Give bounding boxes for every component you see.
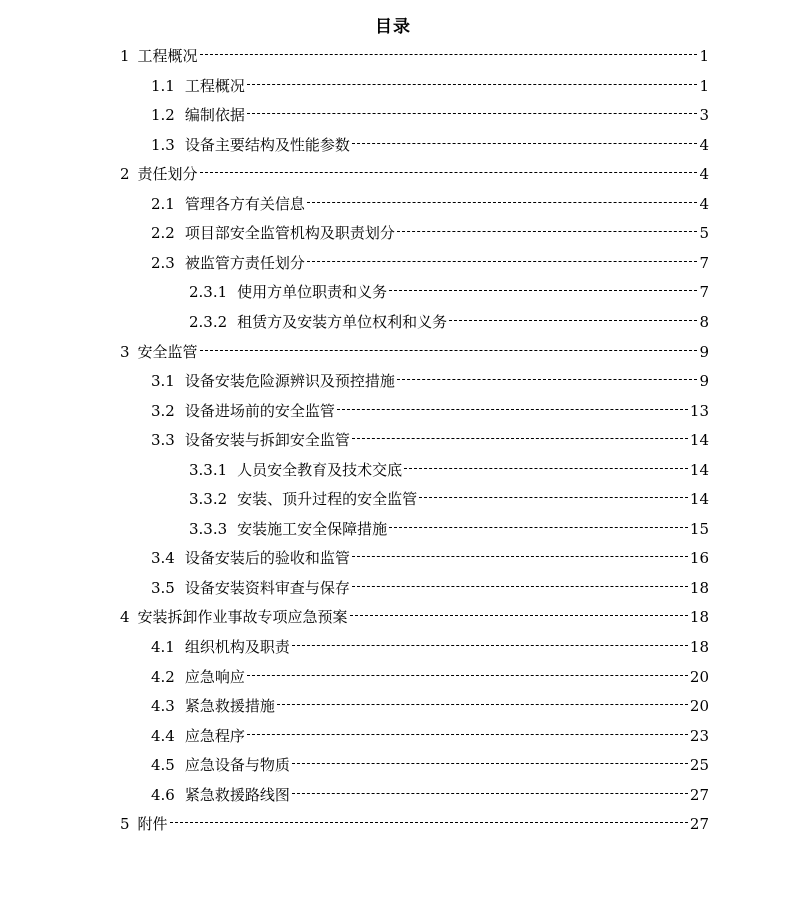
toc-entry-title: 编制依据 <box>184 106 245 125</box>
toc-entry-number: 4.5 <box>151 756 175 775</box>
toc-entry-page-number: 8 <box>699 312 709 331</box>
dot-leader <box>170 822 688 823</box>
toc-entry-number: 3.3.1 <box>189 460 228 479</box>
toc-entry-title: 项目部安全监管机构及职责划分 <box>184 224 395 243</box>
toc-entry-page-number: 16 <box>689 549 709 568</box>
toc-entry-number: 4.1 <box>151 638 175 656</box>
toc-entry-title: 人员安全教育及技术交底 <box>237 460 403 479</box>
toc-entry-page-number: 14 <box>689 460 709 479</box>
toc-entry-page-number: 9 <box>699 372 709 391</box>
toc-entry[interactable] <box>120 45 709 67</box>
toc-entry[interactable] <box>120 606 709 628</box>
dot-leader <box>352 586 688 587</box>
toc-entry-page-number: 25 <box>689 756 709 775</box>
toc-entry-page-number: 18 <box>689 608 709 627</box>
toc-entry-page-number: 14 <box>689 431 709 450</box>
toc-entry-title: 设备安装与拆卸安全监管 <box>184 431 350 450</box>
toc-entry-title: 安装拆卸作业事故专项应急预案 <box>137 608 348 627</box>
toc-entry-number: 5 <box>120 815 130 834</box>
toc-entry-page-number: 15 <box>689 519 709 538</box>
dot-leader <box>337 409 688 410</box>
toc-entry-title: 安装、顶升过程的安全监管 <box>237 490 418 509</box>
toc-entry-title: 安装施工安全保障措施 <box>237 519 388 538</box>
dot-leader <box>307 261 698 262</box>
toc-entry[interactable] <box>151 75 709 97</box>
toc-entry-page-number: 13 <box>689 401 709 420</box>
dot-leader <box>307 202 698 203</box>
toc-entry-number: 4 <box>120 608 130 627</box>
toc-entry-title: 紧急救援措施 <box>184 697 275 716</box>
page-title: 目录 <box>375 17 411 37</box>
toc-entry[interactable] <box>151 577 709 599</box>
toc-entry-title: 工程概况 <box>184 76 245 95</box>
toc-entry[interactable] <box>189 281 709 303</box>
toc-entry-page-number: 14 <box>689 490 709 509</box>
toc-entry-number: 2.2 <box>151 224 175 243</box>
toc-entry-page-number: 5 <box>699 224 709 243</box>
toc-entry-title: 设备安装后的验收和监管 <box>184 549 350 568</box>
toc-entry[interactable] <box>189 488 709 510</box>
toc-entry-title: 设备主要结构及性能参数 <box>184 135 350 154</box>
toc-entry[interactable] <box>151 400 709 422</box>
toc-entry[interactable] <box>151 547 709 569</box>
toc-entry[interactable] <box>151 429 709 451</box>
toc-entry-title: 应急响应 <box>184 667 245 686</box>
toc-entry-page-number: 1 <box>699 47 709 65</box>
dot-leader <box>292 645 688 646</box>
dot-leader <box>247 675 688 676</box>
toc-entry-title: 工程概况 <box>137 47 198 65</box>
toc-entry-page-number: 18 <box>689 578 709 597</box>
dot-leader <box>247 113 698 114</box>
toc-entry-number: 2.3.1 <box>189 283 228 302</box>
toc-entry-number: 1 <box>120 47 130 65</box>
toc-entry-number: 1.1 <box>151 76 175 95</box>
toc-entry-number: 3.2 <box>151 401 175 420</box>
toc-entry-page-number: 4 <box>699 194 709 213</box>
toc-entry-number: 2.3 <box>151 253 175 272</box>
dot-leader <box>200 172 698 173</box>
toc-entry-title: 应急设备与物质 <box>184 756 290 775</box>
toc-entry-title: 被监管方责任划分 <box>184 253 305 272</box>
toc-entry-number: 3.3.3 <box>189 519 228 538</box>
toc-entry-number: 4.3 <box>151 697 175 716</box>
toc-entry-page-number: 27 <box>689 815 709 834</box>
dot-leader <box>449 320 697 321</box>
dot-leader <box>397 231 698 232</box>
dot-leader <box>247 84 698 85</box>
toc-entry-number: 3.3.2 <box>189 490 228 509</box>
toc-entry-number: 1.2 <box>151 106 175 125</box>
toc-entry-number: 4.2 <box>151 667 175 686</box>
dot-leader <box>292 793 688 794</box>
toc-entry-page-number: 4 <box>699 165 709 184</box>
dot-leader <box>352 556 688 557</box>
toc-entry-number: 4.4 <box>151 726 175 745</box>
toc-entry-title: 责任划分 <box>137 165 198 184</box>
dot-leader <box>200 54 698 55</box>
toc-entry-title: 使用方单位职责和义务 <box>237 283 388 302</box>
toc-entry[interactable] <box>151 370 709 392</box>
dot-leader <box>352 438 688 439</box>
toc-entry-title: 设备进场前的安全监管 <box>184 401 335 420</box>
toc-entry-title: 附件 <box>137 815 168 834</box>
toc-entry-number: 1.3 <box>151 135 175 154</box>
toc-entry[interactable] <box>151 104 709 126</box>
toc-entry-number: 3.3 <box>151 431 175 450</box>
toc-entry-title: 紧急救援路线图 <box>184 785 290 804</box>
toc-entry-number: 2.1 <box>151 194 175 213</box>
toc-entry-number: 3 <box>120 342 130 361</box>
toc-entry[interactable] <box>151 252 709 274</box>
toc-entry-number: 3.4 <box>151 549 175 568</box>
toc-entry-title: 安全监管 <box>137 342 198 361</box>
toc-entry-title: 管理各方有关信息 <box>184 194 305 213</box>
dot-leader <box>200 350 698 351</box>
toc-entry-page-number: 20 <box>689 697 709 716</box>
toc-entry[interactable] <box>151 784 709 806</box>
toc-entry-page-number: 4 <box>699 135 709 154</box>
toc-entry-page-number: 9 <box>699 342 709 361</box>
dot-leader <box>352 143 698 144</box>
toc-entry[interactable] <box>189 311 709 333</box>
toc-entry-number: 2 <box>120 165 130 184</box>
toc-entry[interactable] <box>151 193 709 215</box>
toc-entry[interactable] <box>120 813 709 835</box>
toc-entry-title: 设备安装危险源辨识及预控措施 <box>184 372 395 391</box>
toc-entry[interactable] <box>120 163 709 185</box>
toc-entry-title: 设备安装资料审查与保存 <box>184 578 350 597</box>
toc-entry-page-number: 7 <box>699 253 709 272</box>
dot-leader <box>419 497 688 498</box>
toc-entry[interactable] <box>151 695 709 717</box>
toc-entry[interactable] <box>151 636 709 658</box>
toc-entry[interactable] <box>151 222 709 244</box>
toc-entry-page-number: 3 <box>699 106 709 125</box>
toc-entry-number: 3.1 <box>151 372 175 391</box>
dot-leader <box>389 527 688 528</box>
toc-entry-title: 组织机构及职责 <box>184 638 290 656</box>
toc-entry-number: 2.3.2 <box>189 312 228 331</box>
toc-entry-page-number: 20 <box>689 667 709 686</box>
dot-leader <box>404 468 688 469</box>
dot-leader <box>292 763 688 764</box>
toc-entry[interactable] <box>189 459 709 481</box>
dot-leader <box>350 615 688 616</box>
dot-leader <box>247 734 688 735</box>
toc-entry-page-number: 18 <box>689 638 709 656</box>
toc-entry-title: 应急程序 <box>184 726 245 745</box>
toc-entry-page-number: 7 <box>699 283 709 302</box>
toc-entry-title: 租赁方及安装方单位权利和义务 <box>237 312 448 331</box>
dot-leader <box>389 290 697 291</box>
toc-entry-page-number: 1 <box>699 76 709 95</box>
toc-entry-page-number: 23 <box>689 726 709 745</box>
toc-entry[interactable] <box>151 725 709 747</box>
dot-leader <box>277 704 688 705</box>
toc-entry[interactable] <box>151 666 709 688</box>
toc-entry[interactable] <box>151 134 709 156</box>
toc-entry[interactable] <box>151 754 709 776</box>
toc-entry[interactable] <box>189 518 709 540</box>
dot-leader <box>397 379 698 380</box>
toc-entry[interactable] <box>120 341 709 363</box>
toc-entry-page-number: 27 <box>689 785 709 804</box>
toc-entry-number: 4.6 <box>151 785 175 804</box>
toc-entry-number: 3.5 <box>151 578 175 597</box>
